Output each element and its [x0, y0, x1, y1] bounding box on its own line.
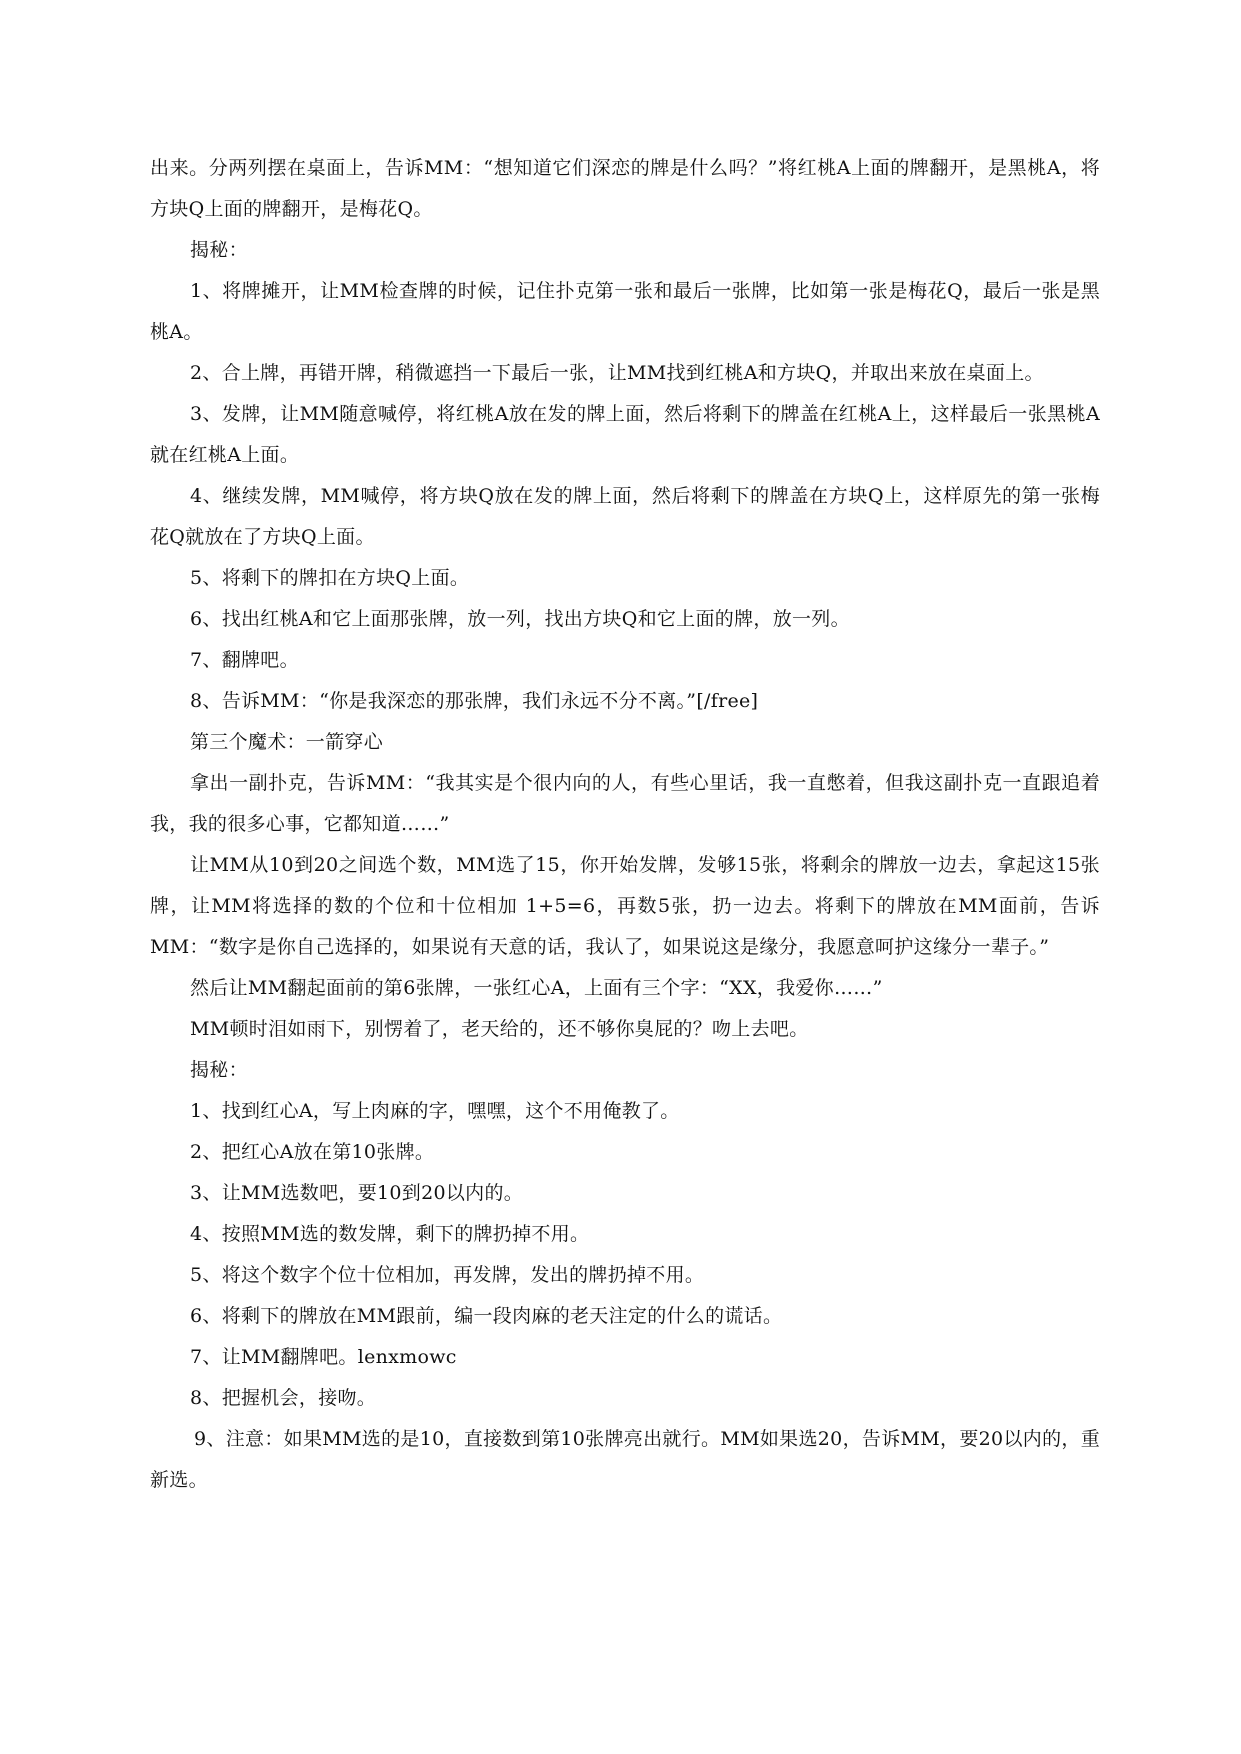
trick-3-procedure: 让MM从10到20之间选个数，MM选了15，你开始发牌，发够15张，将剩余的牌放一边去，拿起这15张牌，让MM将选择的数的个位和十位相加 1+5=6，再数5张，扔一边去。将剩下的牌放在MM面前，告诉MM：“数字是你自己选择的，如果说有天意的话，我认了，如果说这是缘分，我愿意呵护这缘分一辈子。” — [150, 854, 1100, 958]
document-body — [150, 148, 1100, 1501]
step-7: 7、翻牌吧。 — [190, 649, 299, 671]
secret-step-2: 2、把红心A放在第10张牌。 — [190, 1141, 435, 1163]
section-heading-trick-3: 第三个魔术：一箭穿心 — [190, 731, 384, 753]
step-4: 4、继续发牌，MM喊停，将方块Q放在发的牌上面，然后将剩下的牌盖在方块Q上，这样原先的第一张梅花Q就放在了方块Q上面。 — [150, 485, 1100, 548]
heading-reveal-2: 揭秘： — [190, 1059, 248, 1081]
trick-3-intro: 拿出一副扑克，告诉MM：“我其实是个很内向的人，有些心里话，我一直憋着，但我这副扑克一直跟追着我，我的很多心事，它都知道……” — [150, 772, 1100, 835]
step-3: 3、发牌，让MM随意喊停，将红桃A放在发的牌上面，然后将剩下的牌盖在红桃A上，这样最后一张黑桃A就在红桃A上面。 — [150, 403, 1100, 466]
step-6: 6、找出红桃A和它上面那张牌，放一列，找出方块Q和它上面的牌，放一列。 — [190, 608, 850, 630]
secret-step-8: 8、把握机会，接吻。 — [190, 1387, 377, 1409]
trick-3-ending: MM顿时泪如雨下，别愣着了，老天给的，还不够你臭屁的？吻上去吧。 — [190, 1018, 809, 1040]
step-2: 2、合上牌，再错开牌，稍微遮挡一下最后一张，让MM找到红桃A和方块Q，并取出来放在桌面上。 — [190, 362, 1044, 384]
secret-step-1: 1、找到红心A，写上肉麻的字，嘿嘿，这个不用俺教了。 — [190, 1100, 680, 1122]
secret-step-7: 7、让MM翻牌吧。lenxmowc — [190, 1346, 457, 1368]
heading-reveal-1: 揭秘： — [190, 239, 248, 261]
secret-step-9-note: 9、注意：如果MM选的是10，直接数到第10张牌亮出就行。MM如果选20，告诉MM，要20以内的，重新选。 — [150, 1428, 1100, 1491]
trick-3-reveal-card: 然后让MM翻起面前的第6张牌，一张红心A，上面有三个字：“XX，我爱你……” — [190, 977, 883, 999]
paragraph-continuation: 出来。分两列摆在桌面上，告诉MM：“想知道它们深恋的牌是什么吗？”将红桃A上面的牌翻开，是黑桃A，将方块Q上面的牌翻开，是梅花Q。 — [150, 157, 1100, 220]
secret-step-6: 6、将剩下的牌放在MM跟前，编一段肉麻的老天注定的什么的谎话。 — [190, 1305, 783, 1327]
secret-step-3: 3、让MM选数吧，要10到20以内的。 — [190, 1182, 524, 1204]
step-1: 1、将牌摊开，让MM检查牌的时候，记住扑克第一张和最后一张牌，比如第一张是梅花Q，最后一张是黑桃A。 — [150, 280, 1100, 343]
secret-step-5: 5、将这个数字个位十位相加，再发牌，发出的牌扔掉不用。 — [190, 1264, 705, 1286]
secret-step-4: 4、按照MM选的数发牌，剩下的牌扔掉不用。 — [190, 1223, 590, 1245]
step-8: 8、告诉MM：“你是我深恋的那张牌，我们永远不分不离。”[/free] — [190, 690, 759, 712]
step-5: 5、将剩下的牌扣在方块Q上面。 — [190, 567, 470, 589]
